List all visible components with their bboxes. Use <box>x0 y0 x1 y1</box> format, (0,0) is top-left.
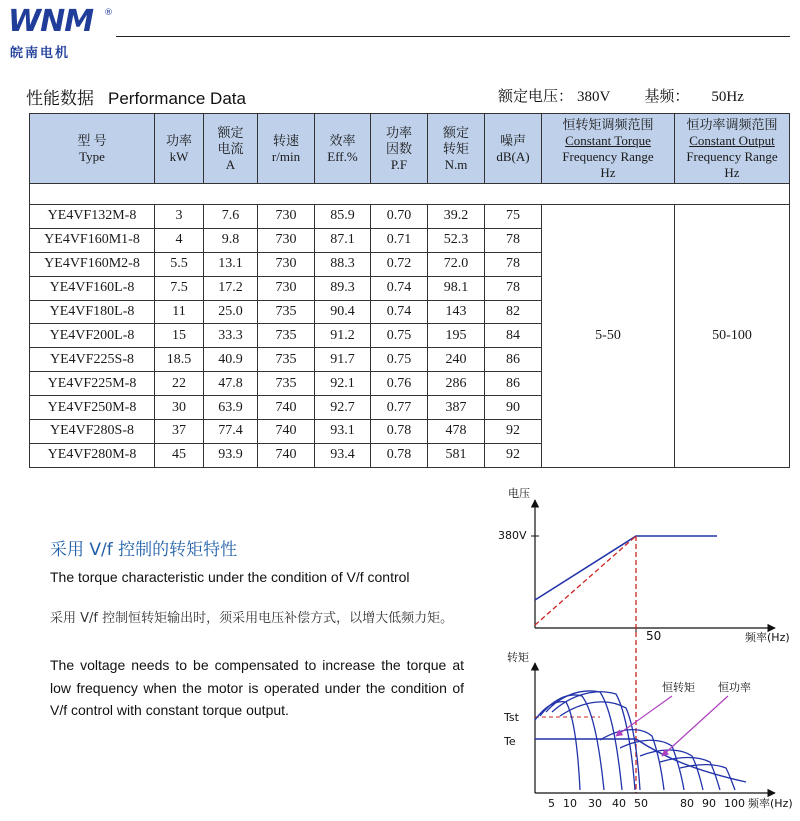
torque-tick-te: Te <box>504 735 516 748</box>
table-cell: 240 <box>428 348 485 372</box>
table-cell: 0.78 <box>371 443 428 467</box>
table-cell: 7.5 <box>155 276 204 300</box>
cell-model: YE4VF280M-8 <box>30 443 155 467</box>
table-cell: 0.75 <box>371 324 428 348</box>
table-cell: 92 <box>485 420 542 444</box>
table-cell: 387 <box>428 396 485 420</box>
table-cell: 17.2 <box>204 276 258 300</box>
vf-cn-paragraph: 采用 V/f 控制恒转矩输出时，须采用电压补偿方式，以增大低频力矩。 <box>50 611 454 626</box>
vf-en-paragraph: The voltage needs to be compensated to increase the torque at low frequency when the motor is operated under the condition of V/f control with constant torque output. <box>50 657 464 718</box>
torque-y-label: 转矩 <box>507 651 529 664</box>
voltage-y-label: 电压 <box>508 487 530 500</box>
header-constant-output-range: 恒功率调频范围 Constant Output Frequency Range Hz <box>675 114 790 184</box>
torque-curve-80hz <box>640 750 703 790</box>
pointer-constant-power <box>662 696 728 756</box>
cell-model: YE4VF225M-8 <box>30 372 155 396</box>
table-cell: 740 <box>258 443 315 467</box>
table-cell: 730 <box>258 205 315 229</box>
table-cell: 730 <box>258 252 315 276</box>
torque-curve-90hz <box>660 758 720 791</box>
cell-model: YE4VF160L-8 <box>30 276 155 300</box>
torque-x-tick: 40 <box>612 797 626 810</box>
cell-model: YE4VF200L-8 <box>30 324 155 348</box>
cell-model: YE4VF160M1-8 <box>30 228 155 252</box>
torque-curve-50hz <box>560 702 640 790</box>
table-cell: 92.1 <box>315 372 371 396</box>
annotation-constant-torque: 恒转矩 <box>662 681 695 694</box>
table-cell: 25.0 <box>204 300 258 324</box>
table-cell: 78 <box>485 252 542 276</box>
table-cell: 85.9 <box>315 205 371 229</box>
torque-curve-5hz <box>535 702 580 790</box>
table-cell: 7.6 <box>204 205 258 229</box>
table-cell: 78 <box>485 276 542 300</box>
torque-chart <box>503 650 793 810</box>
table-cell: 92.7 <box>315 396 371 420</box>
table-cell: 478 <box>428 420 485 444</box>
torque-x-tick: 10 <box>563 797 577 810</box>
annotation-constant-power: 恒功率 <box>718 681 751 694</box>
table-cell: 5.5 <box>155 252 204 276</box>
table-cell: 75 <box>485 205 542 229</box>
torque-x-tick: 100 <box>724 797 745 810</box>
table-cell: 88.3 <box>315 252 371 276</box>
torque-x-label: 频率(Hz) <box>748 797 793 810</box>
voltage-tick-380v: 380V <box>498 529 527 542</box>
table-cell: 735 <box>258 300 315 324</box>
table-cell: 92 <box>485 443 542 467</box>
table-cell: 93.9 <box>204 443 258 467</box>
page-title-cn: 性能数据 <box>26 89 94 109</box>
table-cell: 87.1 <box>315 228 371 252</box>
table-cell: 93.4 <box>315 443 371 467</box>
table-cell: 730 <box>258 276 315 300</box>
voltage-x-tick-50: 50 <box>646 629 662 643</box>
cell-model: YE4VF160M2-8 <box>30 252 155 276</box>
torque-curve-30hz <box>546 691 622 790</box>
table-cell: 93.1 <box>315 420 371 444</box>
cell-model: YE4VF132M-8 <box>30 205 155 229</box>
header-constant-torque-range: 恒转矩调频范围 Constant Torque Frequency Range Hz <box>542 114 675 184</box>
table-cell: 82 <box>485 300 542 324</box>
table-cell: 0.71 <box>371 228 428 252</box>
table-cell: 0.77 <box>371 396 428 420</box>
cell-model: YE4VF250M-8 <box>30 396 155 420</box>
table-cell: 0.78 <box>371 420 428 444</box>
torque-tick-tst: Tst <box>504 711 519 724</box>
table-cell: 86 <box>485 372 542 396</box>
table-cell: 47.8 <box>204 372 258 396</box>
table-cell: 98.1 <box>428 276 485 300</box>
table-cell: 730 <box>258 228 315 252</box>
table-cell: 735 <box>258 324 315 348</box>
table-cell: 39.2 <box>428 205 485 229</box>
table-cell: 78 <box>485 228 542 252</box>
torque-x-tick: 30 <box>588 797 602 810</box>
torque-x-tick: 80 <box>680 797 694 810</box>
table-cell: 581 <box>428 443 485 467</box>
header-power-factor: 功率因数 P.F <box>371 114 428 184</box>
header-noise: 噪声 dB(A) <box>485 114 542 184</box>
table-cell: 91.2 <box>315 324 371 348</box>
torque-curve-70hz <box>620 740 684 790</box>
table-cell: 30 <box>155 396 204 420</box>
cell-model: YE4VF280S-8 <box>30 420 155 444</box>
header-power: 功率 kW <box>155 114 204 184</box>
header-rated-torque: 额定转矩 N.m <box>428 114 485 184</box>
registered-mark: ® <box>104 8 113 18</box>
table-cell: 91.7 <box>315 348 371 372</box>
table-cell: 0.74 <box>371 300 428 324</box>
table-cell: 735 <box>258 372 315 396</box>
table-cell: 0.75 <box>371 348 428 372</box>
table-cell: 143 <box>428 300 485 324</box>
base-freq-label: 基频： <box>644 87 690 105</box>
cell-model: YE4VF180L-8 <box>30 300 155 324</box>
vf-section-title: 采用 V/f 控制的转矩特性 <box>50 540 238 560</box>
rated-voltage: 380V <box>577 89 611 105</box>
table-cell: 0.72 <box>371 252 428 276</box>
table-cell: 45 <box>155 443 204 467</box>
torque-x-tick: 50 <box>634 797 648 810</box>
cell-constant-torque-range: 5-50 <box>542 205 675 468</box>
table-cell: 9.8 <box>204 228 258 252</box>
header-efficiency: 效率 Eff.% <box>315 114 371 184</box>
table-cell: 3 <box>155 205 204 229</box>
table-cell: 86 <box>485 348 542 372</box>
torque-x-tick: 90 <box>702 797 716 810</box>
header-type: 型 号 Type <box>30 114 155 184</box>
table-cell: 90.4 <box>315 300 371 324</box>
header-current: 额定电流 A <box>204 114 258 184</box>
voltage-chart <box>498 486 790 644</box>
brand-name: 皖南电机 <box>10 46 71 61</box>
table-cell: 77.4 <box>204 420 258 444</box>
cell-constant-output-range: 50-100 <box>675 205 790 468</box>
cell-model: YE4VF225S-8 <box>30 348 155 372</box>
table-cell: 0.74 <box>371 276 428 300</box>
table-cell: 15 <box>155 324 204 348</box>
table-cell: 40.9 <box>204 348 258 372</box>
logo-mark: WNM <box>8 4 94 39</box>
table-cell: 37 <box>155 420 204 444</box>
table-cell: 89.3 <box>315 276 371 300</box>
page-title-en: Performance Data <box>108 89 246 108</box>
table-cell: 740 <box>258 396 315 420</box>
table-cell: 195 <box>428 324 485 348</box>
table-cell: 33.3 <box>204 324 258 348</box>
table-cell: 63.9 <box>204 396 258 420</box>
header-speed: 转速 r/min <box>258 114 315 184</box>
table-cell: 18.5 <box>155 348 204 372</box>
table-cell: 72.0 <box>428 252 485 276</box>
table-cell: 735 <box>258 348 315 372</box>
table-cell: 11 <box>155 300 204 324</box>
table-cell: 84 <box>485 324 542 348</box>
base-freq: 50Hz <box>711 89 744 105</box>
table-cell: 0.70 <box>371 205 428 229</box>
table-cell: 740 <box>258 420 315 444</box>
table-cell: 22 <box>155 372 204 396</box>
voltage-linear-line <box>535 536 636 625</box>
voltage-x-label: 频率(Hz) <box>745 631 790 644</box>
table-cell: 52.3 <box>428 228 485 252</box>
torque-x-ticks <box>548 797 745 810</box>
rated-voltage-label: 额定电压： <box>498 87 574 105</box>
table-cell: 4 <box>155 228 204 252</box>
table-cell: 90 <box>485 396 542 420</box>
torque-x-tick: 5 <box>548 797 555 810</box>
table-cell: 286 <box>428 372 485 396</box>
table-cell: 13.1 <box>204 252 258 276</box>
table-cell: 0.76 <box>371 372 428 396</box>
vf-section-subtitle: The torque characteristic under the condition of V/f control <box>50 569 410 585</box>
